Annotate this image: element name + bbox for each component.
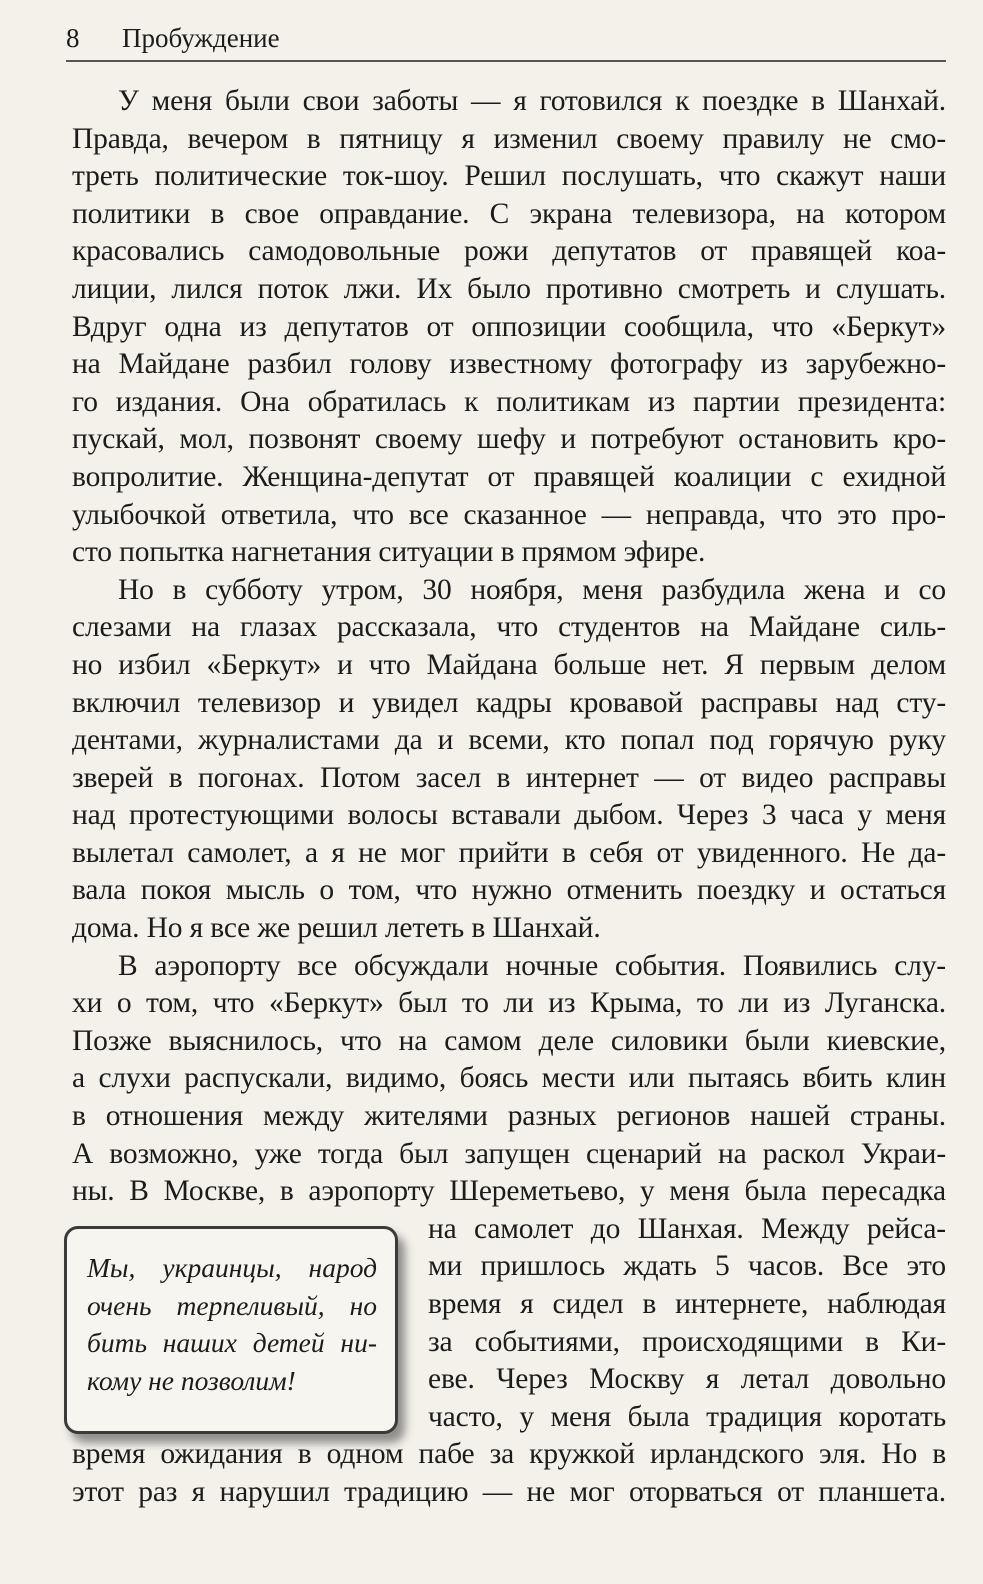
text-line: слезами на глазах рассказала, что студентов на Майдане силь- (72, 611, 946, 644)
text-line: сто попытка нагнетания ситуации в прямом эфире. (72, 536, 706, 569)
text-line: вылетал самолет, а я не мог прийти в себя от увиденного. Не да- (72, 836, 946, 869)
pull-quote-text (87, 1249, 377, 1399)
text-line: Позже выяснилось, что на самом деле силовики были киевские, (72, 1024, 946, 1057)
text-line: вопролитие. Женщина-депутат от правящей коалиции с ехидной (72, 460, 946, 493)
text-line: лиции, лился поток лжи. Их было противно смотреть и слушать. (72, 272, 946, 305)
text-line: хи о том, что «Беркут» был то ли из Крыма, то ли из Луганска. (72, 987, 946, 1020)
text-line: ми пришлось ждать 5 часов. Все это (428, 1250, 946, 1283)
text-line: го издания. Она обратилась к политикам из партии президента: (72, 385, 946, 418)
text-line: в отношения между жителями разных регионов нашей страны. (72, 1100, 946, 1133)
text-line: В аэропорту все обсуждали ночные события. Появились слу- (118, 949, 946, 982)
text-line: А возможно, уже тогда был запущен сценарий на раскол Украи- (72, 1137, 946, 1170)
text-line: треть политические ток-шоу. Решил послушать, что скажут наши (72, 160, 946, 193)
text-line: У меня были свои заботы — я готовился к поездке в Шанхай. (118, 85, 946, 117)
text-line: время ожидания в одном пабе за кружкой ирландского эля. Но в (72, 1438, 946, 1471)
running-head (66, 18, 946, 58)
text-line: ны. В Москве, в аэропорту Шереметьево, у меня была пересадка (72, 1175, 946, 1208)
text-line: еве. Через Москву я летал довольно (428, 1363, 946, 1396)
text-line: на Майдане разбил голову известному фотографу из зарубежно- (72, 348, 946, 381)
text-line: Правда, вечером в пятницу я изменил своему правилу не смо- (72, 122, 946, 155)
pull-quote-line: Мы, украинцы, народ (87, 1252, 377, 1283)
text-line: но избил «Беркут» и что Майдана больше нет. Я первым делом (72, 648, 946, 681)
pull-quote-line: очень терпеливый, но (87, 1289, 377, 1321)
text-line: вала покоя мысль о том, что нужно отменить поездку и остаться (72, 874, 946, 907)
text-line: а слухи распускали, видимо, боясь мести или пытаясь вбить клин (72, 1062, 946, 1095)
text-line: улыбочкой ответила, что все сказанное — неправда, что это про- (72, 498, 946, 531)
text-line: Но в субботу утром, 30 ноября, меня разбудила жена и со (118, 573, 946, 606)
pull-quote-line: бить наших детей ни- (87, 1327, 377, 1358)
text-line: этот раз я нарушил традицию — не мог оторваться от планшета. (72, 1475, 946, 1508)
text-line: Вдруг одна из депутатов от оппозиции сообщила, что «Беркут» (72, 310, 946, 343)
text-line: на самолет до Шанхая. Между рейса- (428, 1212, 946, 1245)
text-line: пускай, мол, позвонят своему шефу и потребуют остановить кро- (72, 423, 946, 456)
pull-quote-box (64, 1226, 398, 1434)
text-line: дентами, журналистами да и всеми, кто попал под горячую руку (72, 724, 946, 757)
text-line: зверей в погонах. Потом засел в интернет — от видео расправы (72, 761, 946, 794)
pull-quote-line: кому не позволим! (87, 1364, 296, 1396)
text-line: включил телевизор и увидел кадры кровавой расправы над сту- (72, 686, 946, 719)
text-line: политики в свое оправдание. С экрана телевизора, на котором (72, 197, 946, 230)
text-line: время я сидел в интернете, наблюдая (428, 1288, 946, 1320)
text-line: за событиями, происходящими в Ки- (428, 1325, 946, 1358)
text-line: красовались самодовольные рожи депутатов от правящей коа- (72, 235, 946, 268)
page-number: 8 (66, 23, 80, 53)
chapter-title: Пробуждение (122, 23, 280, 53)
header-rule (66, 60, 946, 62)
text-line: над протестующими волосы вставали дыбом. Через 3 часа у меня (72, 799, 946, 832)
text-line: часто, у меня была традиция коротать (428, 1400, 946, 1433)
text-line: дома. Но я все же решил лететь в Шанхай. (72, 912, 601, 945)
